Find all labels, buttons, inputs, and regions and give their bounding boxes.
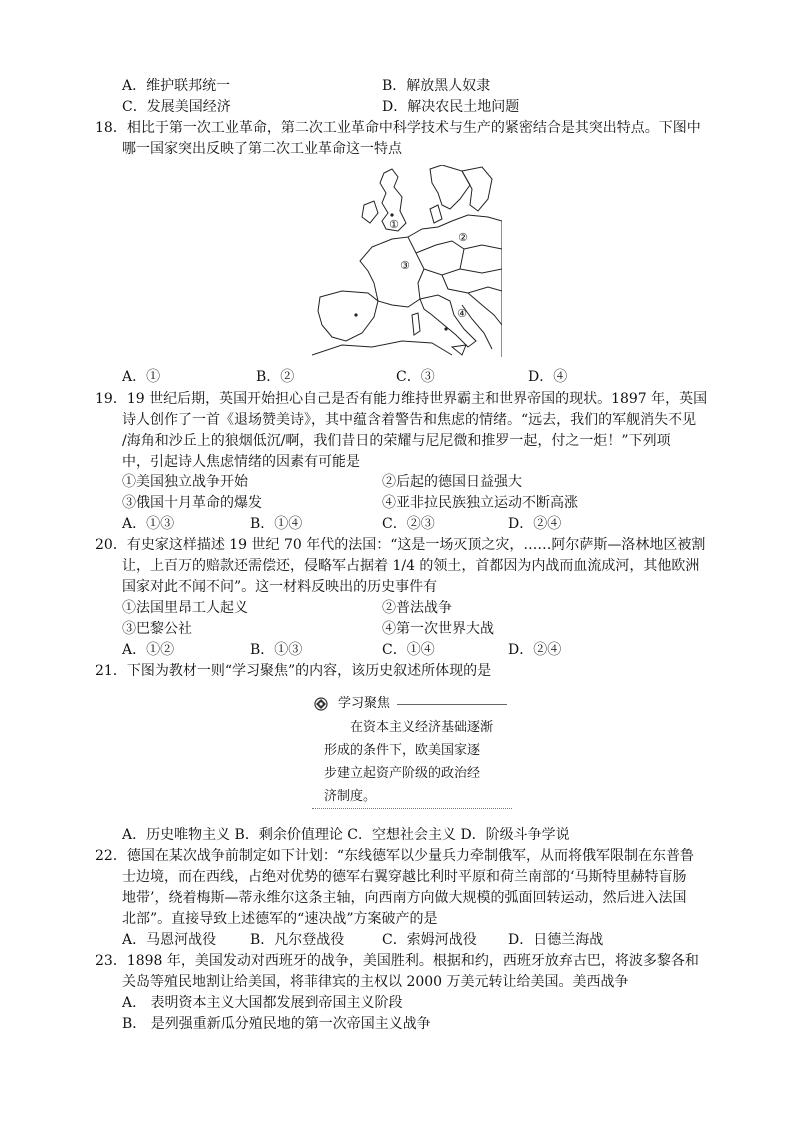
q19-item-1: ①美国独立战争开始 [122, 474, 248, 490]
q19-option-a: A．①③ [122, 516, 175, 532]
map-label-4: ④ [457, 307, 467, 320]
q19-stem-line4: 中，引起诗人焦虑情绪的因素有可能是 [122, 454, 360, 470]
q18-option-b: B．② [256, 369, 295, 385]
q20-option-a: A．①② [122, 642, 175, 658]
q17-option-a: A．维护联邦统一 [122, 78, 231, 94]
q22-stem-line2: 士边境，而在西线，占绝对优势的德军右翼穿越比利时平原和荷兰南部的‘马斯特里赫特盲肠 [122, 869, 687, 885]
q19-item-3: ③俄国十月革命的爆发 [122, 495, 262, 511]
q21-stem: 21．下图为教材一则“学习聚焦”的内容，该历史叙述所体现的是 [95, 663, 492, 679]
study-focus-box [312, 690, 512, 812]
q20-option-b: B．①③ [250, 642, 303, 658]
map-label-2: ② [458, 231, 468, 244]
q20-stem-line2: 让，上百万的赔款还需偿还，侵略军占据着 1/4 的领土，首都因为内战而血流成河，其他欧洲 [122, 558, 700, 574]
q22-option-d: D．日德兰海战 [508, 932, 604, 948]
q22-option-b: B．凡尔登战役 [250, 932, 345, 948]
q23-stem-line2: 关岛等殖民地割让给美国，将菲律宾的主权以 2000 万美元转让给美国。美西战争 [122, 974, 629, 990]
q18-option-d: D．④ [528, 369, 568, 385]
q22-stem-line4: 北部”。直接导致上述德军的“速决战”方案破产的是 [122, 911, 438, 927]
q23-option-a: A． 表明资本主义大国都发展到帝国主义阶段 [122, 995, 403, 1011]
q22-stem-line3: 地带’，绕着梅斯—蒂永维尔这条主轴，向西南方向做大规模的弧面回转运动，然后进入法国 [122, 890, 687, 906]
q23-stem-line1: 23．1898 年，美国发动对西班牙的战争，美国胜利。根据和约，西班牙放弃古巴，将波多黎各和 [95, 953, 699, 969]
header-rule [397, 704, 507, 705]
q18-stem-line2: 哪一国家突出反映了第二次工业革命这一特点 [122, 141, 402, 157]
q20-stem-line1: 20．有史家这样描述 19 世纪 70 年代的法国：“这是一场灭顶之灾，……阿尔萨斯—洛林地区被割 [95, 537, 706, 553]
study-focus-text [324, 716, 504, 808]
q20-item-4: ④第一次世界大战 [382, 621, 494, 637]
study-focus-icon [314, 697, 328, 711]
q20-item-1: ①法国里昂工人起义 [122, 600, 248, 616]
q22-option-c: C．索姆河战役 [382, 932, 477, 948]
q19-stem-line3: /海角和沙丘上的狼烟低沉/啊，我们昔日的荣耀与尼尼微和推罗一起，付之一炬！”下列项 [122, 433, 671, 449]
q20-item-2: ②普法战争 [382, 600, 452, 616]
q20-stem-line3: 国家对此不闻不问”。这一材料反映出的历史事件有 [122, 579, 438, 595]
q20-option-c: C．①④ [382, 642, 435, 658]
map-label-3: ③ [400, 259, 410, 272]
dotted-divider [312, 808, 512, 809]
q19-item-4: ④亚非拉民族独立运动不断高涨 [382, 495, 578, 511]
q17-option-c: C．发展美国经济 [122, 99, 231, 115]
q19-item-2: ②后起的德国日益强大 [382, 474, 522, 490]
study-focus-header [312, 694, 512, 714]
q17-option-b: B．解放黑人奴隶 [382, 78, 491, 94]
q22-option-a: A．马恩河战役 [122, 932, 217, 948]
study-focus-line: 济制度。 [324, 789, 377, 804]
q19-stem-line2: 诗人创作了一首《退场赞美诗》，其中蕴含着警告和焦虑的情绪。“远去，我们的军舰消失不见 [122, 412, 697, 428]
q23-option-b: B． 是列强重新瓜分殖民地的第一次帝国主义战争 [122, 1016, 431, 1032]
europe-map [312, 165, 502, 357]
study-focus-line: 在资本主义经济基础逐渐 [350, 720, 494, 735]
q21-options: A．历史唯物主义 B．剩余价值理论 C．空想社会主义 D．阶级斗争学说 [122, 827, 570, 843]
q19-option-c: C．②③ [382, 516, 435, 532]
q18-option-c: C．③ [396, 369, 435, 385]
q22-stem-line1: 22．德国在某次战争前制定如下计划：“东线德军以少量兵力牵制俄军，从而将俄军限制在东普鲁 [95, 848, 694, 864]
q17-option-d: D．解决农民土地问题 [382, 99, 520, 115]
map-label-1: ① [389, 218, 399, 231]
q18-stem-line1: 18．相比于第一次工业革命，第二次工业革命中科学技术与生产的紧密结合是其突出特点。下图中 [95, 120, 701, 136]
q19-stem-line1: 19．19 世纪后期，英国开始担心自己是否有能力维持世界霸主和世界帝国的现状。1897 年，英国 [95, 391, 708, 407]
q18-option-a: A．① [122, 369, 161, 385]
q20-item-3: ③巴黎公社 [122, 621, 192, 637]
study-focus-line: 步建立起资产阶级的政治经 [324, 766, 481, 781]
q19-option-d: D．②④ [508, 516, 562, 532]
study-focus-title: 学习聚焦 [338, 696, 391, 711]
study-focus-line: 形成的条件下，欧美国家逐 [324, 743, 481, 758]
q19-option-b: B．①④ [250, 516, 303, 532]
q20-option-d: D．②④ [508, 642, 562, 658]
